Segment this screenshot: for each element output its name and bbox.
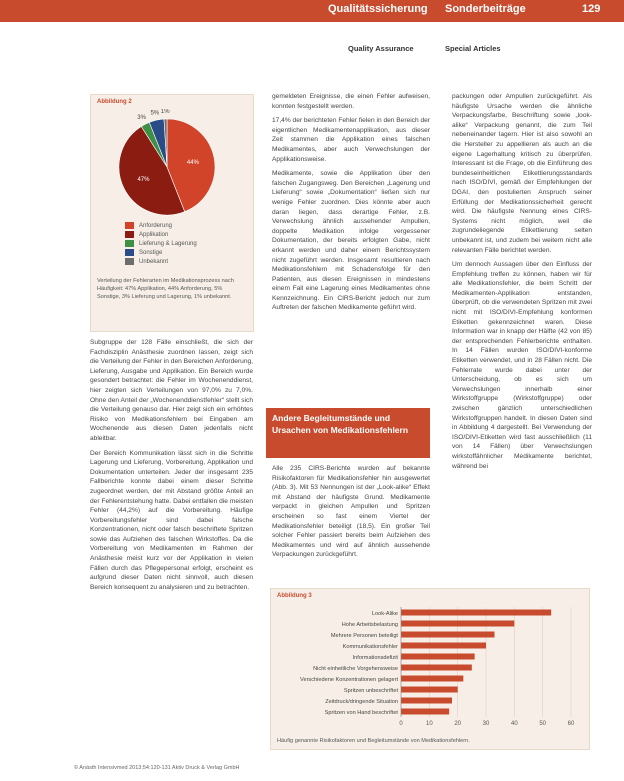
footer: © Anästh Intensivmed 2013;54:120-131 Aktiv Druck & Verlag GmbH — [74, 765, 240, 771]
pie-legend — [125, 221, 197, 266]
legend-label: Applikation — [139, 231, 169, 238]
x-tick-label: 0 — [399, 721, 403, 727]
legend-item — [125, 239, 197, 248]
section-title: Qualitätssicherung — [328, 3, 428, 15]
pie-slice-label: 44% — [186, 160, 199, 167]
legend-label: Unbekannt — [139, 258, 169, 265]
figure-2-label: Abbildung 2 — [97, 99, 132, 105]
pie-slice-label: 1% — [160, 109, 170, 116]
pie-slice-label: 5% — [150, 110, 160, 117]
legend-label: Sonstige — [139, 249, 163, 256]
bar — [401, 676, 463, 682]
figure-3-caption: Häufig genannte Risikofaktoren und Begleitumstände von Medikationsfehlern. — [277, 738, 470, 744]
paragraph: gemeldeten Ereignisse, die einen Fehler aufweisen, konnten festgestellt werden. — [272, 93, 430, 110]
x-tick-label: 40 — [510, 721, 518, 727]
bar — [401, 665, 472, 671]
paragraph: Alle 235 CIRS-Berichte wurden auf bekannte Risikofaktoren für Medikationsfehler hin ausgewertet (Abb. 3). Mit 53 Nennungen ist der „Look-alike“ Effekt mit Abstand der häufigste Grund. Medikamente verpackt in gleichen Ampullen und Spritzen erscheinen so fast einem Viertel der Medikationsfehler beteiligt (18,5). Ein großer Teil solcher Fehler passiert bereits beim Aufziehen des Medikamentes und wird auf ähnlich aussehende Verpackungen zurückgeführt. — [272, 465, 430, 559]
figure-3-label: Abbildung 3 — [277, 593, 312, 599]
legend-label: Anforderung — [139, 222, 173, 229]
figure-3-box — [270, 588, 590, 750]
pie-chart — [105, 109, 235, 229]
legend-swatch — [125, 258, 134, 265]
category-label: Zeitdruck/dringende Situation — [325, 699, 398, 705]
category-label: Spritzen unbeschriftet — [343, 688, 398, 694]
category-label: Hohe Arbeitsbelastung — [341, 622, 398, 628]
category-label: Verschiedene Konzentrationen gelagert — [300, 677, 398, 683]
section-title-right: Sonderbeiträge — [445, 3, 526, 15]
text-column-left — [90, 338, 253, 597]
legend-item — [125, 221, 197, 230]
legend-item — [125, 248, 197, 257]
category-label: Nicht einheitliche Vorgehensweise — [313, 666, 398, 672]
x-tick-label: 60 — [567, 721, 575, 727]
bar — [401, 632, 495, 638]
paragraph: Der Bereich Kommunikation lässt sich in die Schritte Lagerung und Lieferung, Vorbereitung, Applikation und Dokumentation unterteilen. Jeder der insgesamt 235 Fallberichte konnte dabei einem dieser Schritte zugeordnet werden, der mit Abstand größte Anteil an der Fehlerentstehung hatte. Dabei entfallen die meisten Fehler (44,2%) auf die Vorbereitung. Häufige Vorbereitungsfehler sind dabei falsche Konzentrationen, nicht oder falsch beschriftete Spritzen sowie das Aufziehen des falschen Wirkstoffes. Da die Vorbereitung von Medikamenten im Rahmen der Anästhesie meist kurz vor der Applikation in vielen Fällen durch das Pflegepersonal erfolgt, erscheint es aufgrund dieser Daten nicht sinnvoll, auch diesen Bereich konsequent zu analysieren und zu betrachten. — [90, 449, 253, 591]
category-label: Kommunikationsfehler — [342, 644, 398, 650]
paragraph: Subgruppe der 128 Fälle einschließt, die sich der Fachdisziplin Anästhesie zuordnen lassen, zeigt sich die Verteilung der Fehler in den Bereichen Anforderung, Lieferung, Ausgabe und Applikation. Ein Bereich wurde gesondert betrachtet: die Fehler im Wochenenddienst, hier zeigten sich Verteilungen von 97,0% zu 7,0%. Ohne den Anteil der „Wochenenddienstfehler“ stellt sich die Verteilung genauso dar. Hier zeigt sich ein erhöhtes Risiko von Medikationsfehlern bei Eingaben am Wochenende aus diesen Daten jedenfalls nicht ableitbar. — [90, 339, 253, 442]
x-tick-label: 20 — [454, 721, 462, 727]
paragraph: Medikamente, sowie die Applikation über den falschen Zugangsweg. Den Bereichen „Lagerung und Lieferung“ sowie „Dokumentation“ ließen sich nur wenige Fehler zuordnen. Dies könnte aber auch daran liegen, dass derartige Fehler, z.B. Verwechslung ähnlich aussehender Ampullen, doppelte Medikation infolge vergessener Dokumentation, der bereits erfolgten Gabe, nicht erkannt werden und daher einem Berichtssystem nicht zugeführt werden. Insgesamt resultieren nach Medikationsfehlern mit Schadensfolge für den Patienten, aus diesen Ereignissen in mindestens einem Fall eine Lagerung eines Medikamentes ohne Kennzeichnung. Ein CIRS-Bericht jedoch nur zum Auftreten der falschen Medikamente geführt wird. — [272, 170, 430, 312]
legend-swatch — [125, 231, 134, 238]
section-subtitle: Quality Assurance — [348, 44, 414, 53]
legend-swatch — [125, 249, 134, 256]
bar — [401, 687, 458, 693]
page-number: 129 — [582, 3, 601, 15]
category-label: Look-Alike — [371, 611, 398, 617]
legend-swatch — [125, 240, 134, 247]
legend-item — [125, 257, 197, 266]
pie-slice-label: 3% — [137, 115, 146, 122]
section-subtitle-right: Special Articles — [445, 44, 501, 53]
paragraph: Um dennoch Aussagen über den Einfluss der Empfehlung treffen zu können, haben wir für alle Medikationsfehler, die beim Schritt der Medikamenten-Applikation entstanden, überprüft, ob die verwendeten Spritzen mit zwei nicht mit ISO/DIVI-Empfehlung konformen Etiketten gekennzeichnet waren. Diese Information war in knapp der Hälfte (42 von 85) der entsprechenden Fehlerberichte enthalten. In 14 Fällen wurden ISO/DIVI-konforme Etiketten verwendet, und in 28 Fällen nicht. Die Fehlerrate wurde dabei unter der Unterscheidung, ob es sich um Verwechslungen innerhalb einer Wirkstoffgruppe (Wirkstoffgruppe) oder zwischen gänzlich unterschiedlichen Wirkstoffgruppen handelt. In diesen Daten sind in Abbildung 4 dargestellt. Bei Verwendung der ISO/DIVI-Etiketten wird fast ausschließlich (11 von 14 Fällen) über Verwechslungen wirkstoffähnlicher Medikamente berichtet, während bei — [452, 261, 592, 470]
paragraph: 17,4% der berichteten Fehler fielen in den Bereich der eigentlichen Medikamentenapplikation, aus dieser Zeit stammen die Applikation eines falschen Medikamentes, aber auch Verwechslungen der Applikationsweise. — [272, 117, 430, 163]
text-column-middle-2 — [272, 464, 430, 565]
pie-slice-label: 47% — [137, 176, 150, 183]
bar — [401, 698, 452, 704]
legend-label: Lieferung & Lagerung — [139, 240, 197, 247]
figure-2-box — [90, 94, 254, 332]
paragraph: packungen oder Ampullen zurückgeführt. Als häufigste Ursache werden die ähnliche Verpackungsfarbe, Beschriftung sowie „look-alike“ Verpackung genannt, die zum Teil nebeneinander lagern. Hier ist also sowohl an die Hersteller zu appellieren als auch an die eigene Lagerhaltung kritisch zu überprüfen. Interessant ist die Frage, ob die Einführung des bundeseinheitlichen Etikettierungsstandards nach ISO/DIVI, gemäß der Empfehlungen der DGAI, den postulierten Anspruch seiner Erfüllung der Medikationssicherheit gerecht wird. Die häufigste Nennung eines CIRS-Systems nicht möglich, weil die zugrundeliegende Etikettierung selten unbekannt ist, und zudem bei weitem nicht alle relevanten Fälle berichtet werden. — [452, 93, 592, 254]
section-heading: Andere Begleitumstände und Ursachen von Medikationsfehlern — [266, 408, 430, 458]
bar — [401, 709, 449, 715]
bar — [401, 610, 551, 616]
text-column-right — [452, 92, 592, 476]
bar-chart — [275, 601, 585, 733]
figure-2-caption: Verteilung der Fehlerarten im Medikationsprozess nach Häufigkeit: 47% Applikation, 44% Anforderung, 5% Sonstige, 3% Lieferung und Lagerung, 1% unbekannt. — [97, 278, 234, 300]
text-column-middle — [272, 92, 430, 318]
bar — [401, 654, 475, 660]
legend-swatch — [125, 222, 134, 229]
header-bar — [0, 0, 624, 22]
category-label: Informationsdefizit — [352, 655, 398, 661]
x-tick-label: 30 — [482, 721, 490, 727]
category-label: Mehrere Personen beteiligt — [330, 633, 398, 639]
category-label: Spritzen von Hand beschriftet — [324, 710, 398, 716]
bar — [401, 643, 486, 649]
x-tick-label: 10 — [425, 721, 433, 727]
x-tick-label: 50 — [539, 721, 547, 727]
legend-item — [125, 230, 197, 239]
bar — [401, 621, 514, 627]
